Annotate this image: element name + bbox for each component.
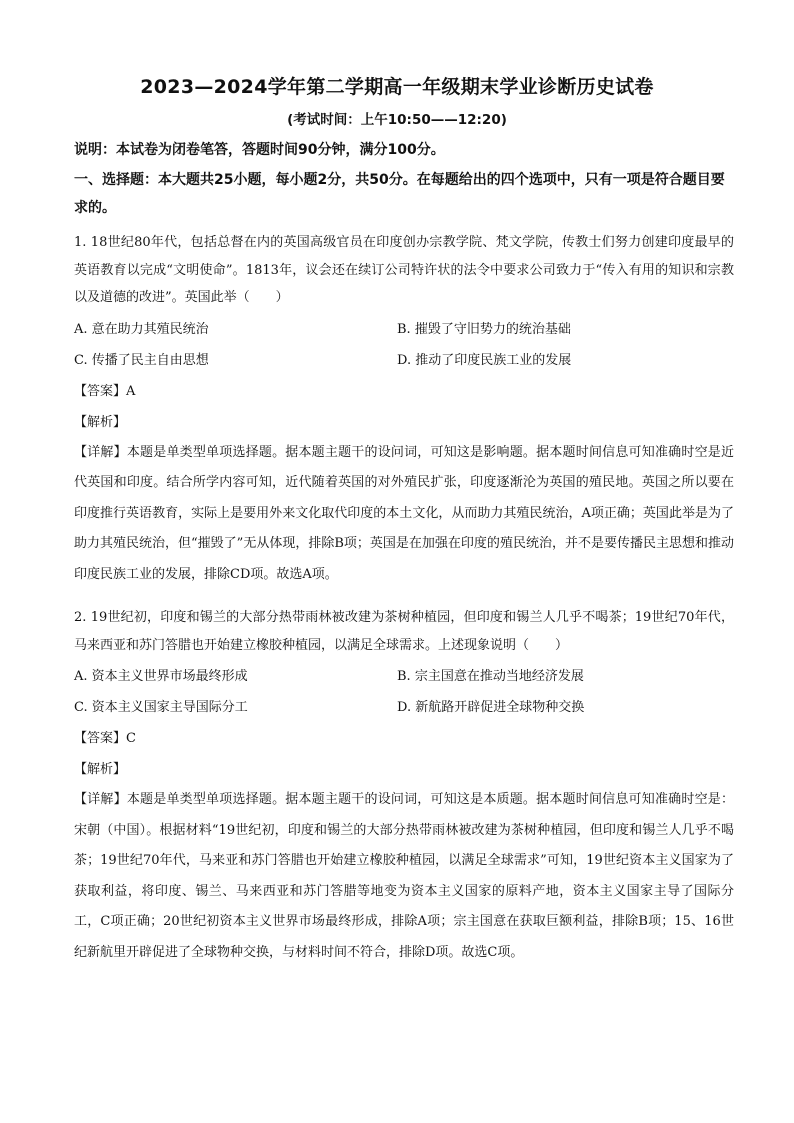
analysis-label: 【解析】 (74, 414, 127, 430)
exam-time: (考试时间：上午10:50——12:20) (287, 112, 507, 128)
question-1 (74, 229, 734, 590)
options (74, 661, 734, 723)
page-title: 2023—2024学年第二学期高一年级期末学业诊断历史试卷 (140, 76, 654, 98)
answer (74, 376, 734, 407)
option-b: B. 宗主国意在推动当地经济发展 (397, 669, 584, 684)
answer-label: 【答案】 (74, 383, 127, 399)
detail-label: 【详解】 (74, 444, 127, 460)
detail-explanation (74, 785, 734, 968)
option-d: D. 推动了印度民族工业的发展 (397, 352, 572, 368)
question-stem: 2. 19世纪初，印度和锡兰的大部分热带雨林被改建为茶树种植园，但印度和锡兰人几乎不喝茶；19世纪70年代，马来西亚和苏门答腊也开始建立橡胶种植园，以满足全球需求。上述现象说明（ ） (74, 610, 734, 653)
question-2 (74, 604, 734, 968)
option-c: C. 资本主义国家主导国际分工 (74, 700, 248, 715)
option-d: D. 新航路开辟促进全球物种交换 (397, 700, 585, 715)
detail-label: 【详解】 (74, 792, 127, 807)
options (74, 314, 734, 376)
question-stem: 1. 18世纪80年代，包括总督在内的英国高级官员在印度创办宗教学院、梵文学院，传教士们努力创建印度最早的英语教育以完成“文明使命”。1813年，议会还在续订公司特许状的法令中要求公司致力于“传入有用的知识和宗教以及道德的改进”。英国此举（ ） (74, 235, 734, 305)
answer-label: 【答案】 (74, 731, 127, 746)
option-b: B. 摧毁了守旧势力的统治基础 (397, 321, 571, 337)
answer-value: A (126, 383, 136, 399)
detail-text: 本题是单类型单项选择题。据本题主题干的设问词，可知这是本质题。据本题时间信息可知准确时空是：宋朝（中国）。根据材料“19世纪初，印度和锡兰的大部分热带雨林被改建为茶树种植园，但印度和锡兰人几乎不喝茶；19世纪70年代，马来亚和苏门答腊也开始建立橡胶种植园，以满足全球需求”可知，19世纪资本主义国家为了获取利益，将印度、锡兰、马来西亚和苏门答腊等地变为资本主义国家的原料产地，资本主义国家主导了国际分工，C项正确；20世纪初资本主义世界市场最终形成，排除A项；宗主国意在获取巨额利益，排除B项；15、16世纪新航里开辟促进了全球物种交换，与材料时间不符合，排除D项。故选C项。 (74, 792, 734, 960)
option-c: C. 传播了民主自由思想 (74, 352, 209, 368)
answer-value: C (126, 731, 136, 746)
section-heading: 一、选择题：本大题共25小题，每小题2分，共50分。在每题给出的四个选项中，只有一项是符合题目要求的。 (74, 172, 725, 216)
option-a: A. 意在助力其殖民统治 (74, 321, 209, 337)
analysis-label: 【解析】 (74, 762, 127, 777)
instructions: 说明：本试卷为闭卷笔答，答题时间90分钟，满分100分。 (74, 142, 445, 158)
detail-explanation (74, 438, 734, 591)
detail-text: 本题是单类型单项选择题。据本题主题干的设问词，可知这是影响题。据本题时间信息可知准确时空是近代英国和印度。结合所学内容可知，近代随着英国的对外殖民扩张，印度逐渐沦为英国的殖民地。英国之所以要在印度推行英语教育，实际上是要用外来文化取代印度的本土文化，从而助力其殖民统治，A项正确；英国此举是为了助力其殖民统治，但“摧毁了”无从体现，排除B项；英国是在加强在印度的殖民统治，并不是要传播民主思想和推动印度民族工业的发展，排除CD项。故选A项。 (74, 444, 734, 582)
option-a: A. 资本主义世界市场最终形成 (74, 669, 248, 684)
answer (74, 723, 734, 754)
